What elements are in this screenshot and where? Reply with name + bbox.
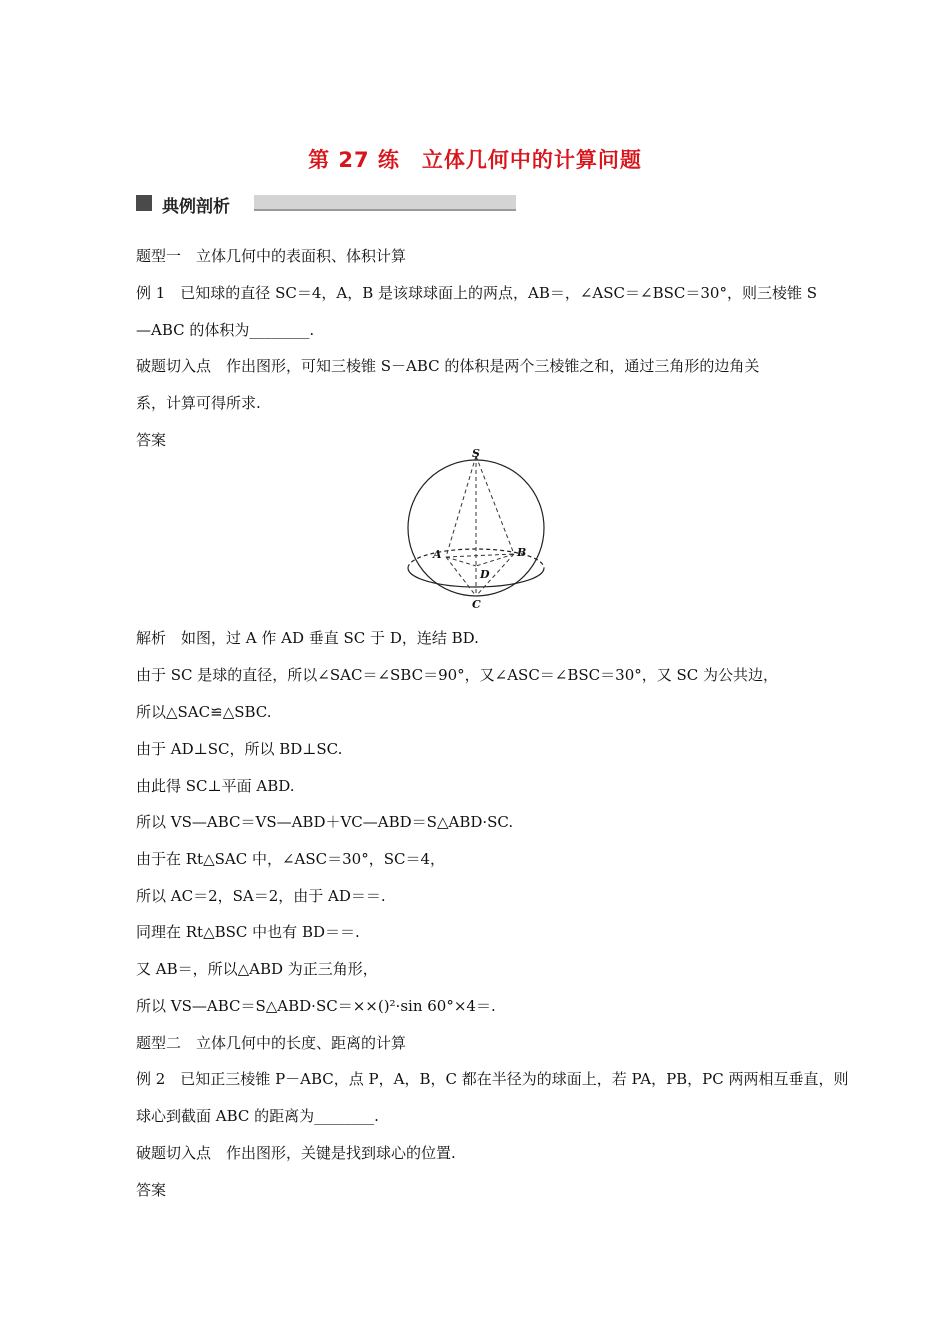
section-header — [136, 192, 516, 217]
text-line: 解析 如图，过 A 作 AD 垂直 SC 于 D，连结 BD. — [136, 629, 479, 647]
text-line: 破题切入点 作出图形，可知三棱锥 S－ABC 的体积是两个三棱锥之和，通过三角形的边角关 — [136, 357, 760, 375]
text-line: 所以 VS—ABC＝S△ABD·SC＝××()²·sin 60°×4＝. — [136, 997, 496, 1015]
text-line: 所以 VS—ABC＝VS—ABD＋VC—ABD＝S△ABD·SC. — [136, 813, 514, 831]
label-S: S — [472, 447, 480, 460]
text-line: 又 AB＝，所以△ABD 为正三角形， — [136, 960, 378, 978]
edge-SA — [446, 456, 476, 557]
label-B: B — [517, 546, 527, 559]
edge-AB — [446, 554, 514, 557]
section-rule — [254, 195, 516, 211]
text-line: 答案 — [136, 1181, 167, 1199]
text-line: 同理在 Rt△BSC 中也有 BD＝＝. — [136, 923, 360, 941]
text-line: 由此得 SC⊥平面 ABD. — [136, 777, 295, 795]
edge-AD — [446, 557, 476, 566]
text-line: —ABC 的体积为________. — [136, 321, 315, 339]
label-A: A — [433, 548, 442, 561]
edge-SB — [476, 456, 514, 554]
text-line: 题型一 立体几何中的表面积、体积计算 — [136, 247, 407, 265]
text-line: 答案 — [136, 431, 167, 449]
label-D: D — [480, 568, 490, 581]
text-line: 所以△SAC≌△SBC. — [136, 703, 272, 721]
section-marker — [136, 195, 152, 211]
edge-AC — [446, 557, 476, 596]
page-title: 第 27 练 立体几何中的计算问题 — [308, 148, 642, 172]
text-line: 题型二 立体几何中的长度、距离的计算 — [136, 1034, 407, 1052]
text-line: 由于 SC 是球的直径，所以∠SAC＝∠SBC＝90°，又∠ASC＝∠BSC＝30°，又 SC 为公共边， — [136, 666, 779, 684]
label-C: C — [472, 598, 481, 611]
text-line: 由于在 Rt△SAC 中，∠ASC＝30°，SC＝4， — [136, 850, 446, 868]
text-line: 例 2 已知正三棱锥 P－ABC，点 P，A，B，C 都在半径为的球面上，若 PA，PB，PC 两两相互垂直，则 — [136, 1070, 849, 1088]
section-label: 典例剖析 — [162, 197, 230, 217]
text-line: 例 1 已知球的直径 SC＝4，A，B 是该球球面上的两点，AB＝，∠ASC＝∠BSC＝30°，则三棱锥 S — [136, 284, 817, 302]
sphere-pyramid-figure — [396, 446, 556, 611]
text-line: 由于 AD⊥SC，所以 BD⊥SC. — [136, 740, 343, 758]
text-line: 破题切入点 作出图形，关键是找到球心的位置. — [136, 1144, 456, 1162]
text-line: 所以 AC＝2，SA＝2，由于 AD＝＝. — [136, 887, 386, 905]
text-line: 系，计算可得所求. — [136, 394, 261, 412]
text-line: 球心到截面 ABC 的距离为________. — [136, 1107, 379, 1125]
